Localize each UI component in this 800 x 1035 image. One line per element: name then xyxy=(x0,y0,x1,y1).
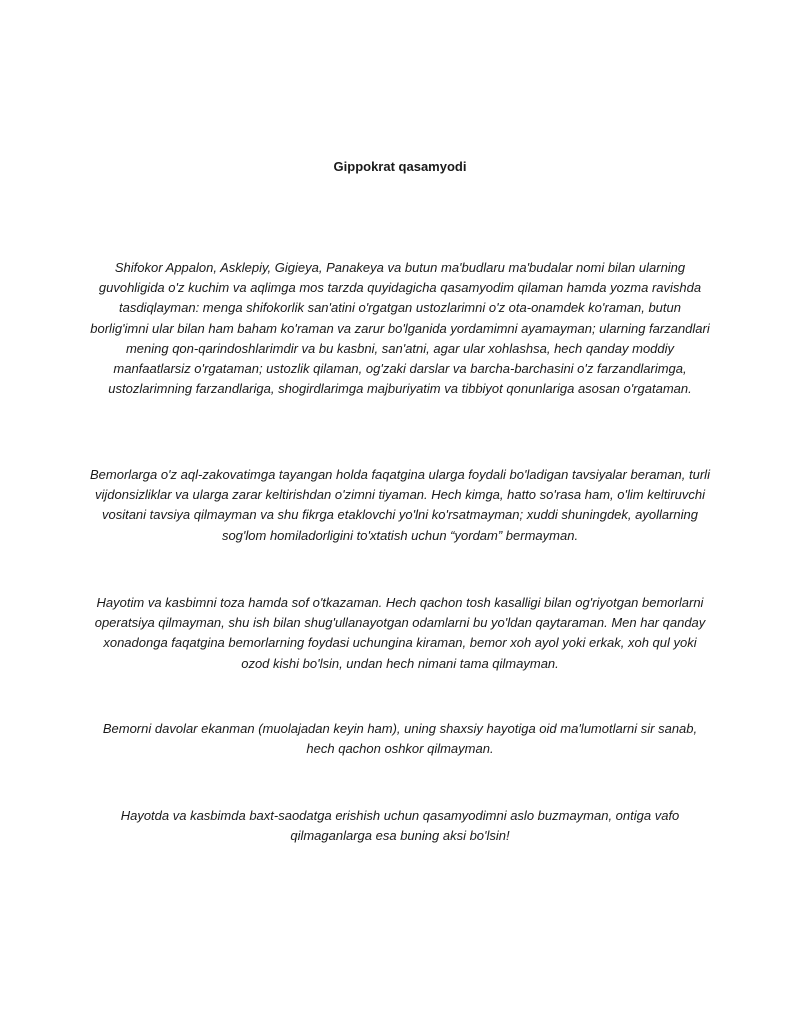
document-title: Gippokrat qasamyodi xyxy=(333,159,467,174)
oath-paragraph-1: Shifokor Appalon, Asklepiy, Gigieya, Panakeya va butun ma'budlaru ma'budalar nomi bilan ularning guvohligida o'z kuchim va aqlimga mos tarzda quyidagicha qasamyodim qilaman hamda yozma ravishda tasdiqlayman: menga shifokorlik san'atini o'rgatgan ustozlarimni o'z ota-onamdek ko'raman, butun borlig'imni ular bilan ham baham ko'raman va zarur bo'lganida yordamimni ayamayman; ularning farzandlari mening qon-qarindoshlarimdir va bu kasbni, san'atni, agar ular xohlashsa, hech qanday moddiy manfaatlarsiz o'rgataman; ustozlik qilaman, og'zaki darslar va barcha-barchasini o'z farzandlarimga, ustozlarimning farzandlariga, shogirdlarimga majburiyatim va tibbiyot qonunlariga asosan o'rgataman. xyxy=(90,260,710,397)
oath-paragraph-3: Hayotim va kasbimni toza hamda sof o'tkazaman. Hech qachon tosh kasalligi bilan og'riyotgan bemorlarni operatsiya qilmayman, shu ish bilan shug'ullanayotgan odamlarni bu yo'ldan qaytaraman. Men har qanday xonadonga faqatgina bemorlarning foydasi uchungina kiraman, bemor xoh ayol yoki erkak, xoh qul yoki ozod kishi bo'lsin, undan hech nimani tama qilmayman. xyxy=(94,595,706,671)
oath-paragraph-2: Bemorlarga o'z aql-zakovatimga tayangan holda faqatgina ularga foydali bo'ladigan tavsiyalar beraman, turli vijdonsizliklar va ularga zarar keltirishdan o'zimni tiyaman. Hech kimga, hatto so'rasa ham, o'lim keltiruvchi vositani tavsiya qilmayman va shu fikrga etaklovchi yo'lni ko'rsatmayman; xuddi shuningdek, ayollarning sog'lom homiladorligini to'xtatish uchun “yordam” bermayman. xyxy=(90,467,710,543)
oath-paragraph-4: Bemorni davolar ekanman (muolajadan keyin ham), uning shaxsiy hayotiga oid ma'lumotlarni sir sanab, hech qachon oshkor qilmayman. xyxy=(102,721,698,757)
oath-paragraph-5: Hayotda va kasbimda baxt-saodatga erishish uchun qasamyodimni aslo buzmayman, ontiga vafo qilmaganlarga esa buning aksi bo'lsin! xyxy=(120,808,680,844)
